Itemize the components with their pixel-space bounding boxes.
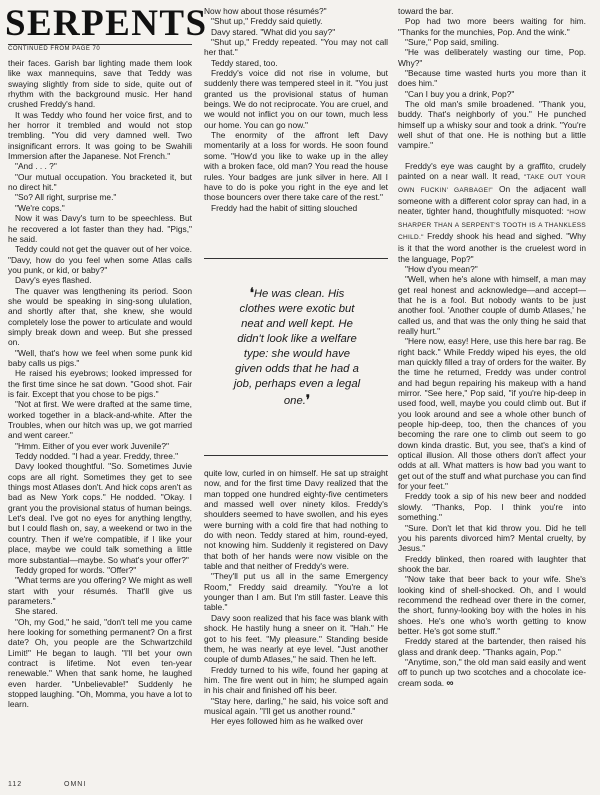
paragraph: "Oh, my God," he said, "don't tell me you came here looking for something permanent? On a first date? Oh, you people are the Schwartzchild Limit!" He began to laugh. "I'll bet your own contract is lifetime. Not even ten-year renewable." When that sank home, he laughed even harder. "Unbelievable!" Suddenly he stopped laughing. "Oh, Momma, you have a lot to learn. xyxy=(8,616,192,710)
paragraph: "So? All right, surprise me." xyxy=(15,192,117,203)
paragraph: quite low, curled in on himself. He sat up straight now, and for the first time Davy realized that the man topped one hundred eighty-five centimeters and massed well over ninety kilos. Freddy's shoulders seemed to have swollen, and his eyes were burning with a cold fire that had nothing to do with neon. Teddy stared at him, round-eyed, not knowing him. Suddenly it registered on Davy that both of her hands were now visible on the table and that neither of Freddy's were. xyxy=(204,468,388,572)
paragraph: "Well, when he's alone with himself, a man may get real honest and acknowledge—and accept—that he is a fool. But nobody wants to be just another fool. 'Another couple of dumb Atlases,' he called us, and that was the only thing he said that really hurt." xyxy=(398,274,586,336)
article-title: SERPENTS xyxy=(5,3,208,44)
column-1 xyxy=(8,58,192,710)
paragraph: Teddy could not get the quaver out of her voice. "Davy, how do you feel when some Atlas calls you punk, or kid, or baby?" xyxy=(8,244,192,275)
paragraph: "Can I buy you a drink, Pop?" xyxy=(405,88,515,99)
paragraph: "Sure," Pop said, smiling. xyxy=(405,37,499,48)
paragraph: Freddy had the habit of sitting slouched xyxy=(211,202,358,213)
end-of-story-icon: ∞ xyxy=(446,677,454,689)
magazine-name: OMNI xyxy=(64,781,87,788)
paragraph: "Not at first. We were drafted at the same time, worked together in a black-and-white. After the Troubles, when our hitch was up, we got married and went career." xyxy=(8,399,192,441)
paragraph: Teddy stared, too. xyxy=(211,57,278,68)
paragraph: Now how about those résumés?" xyxy=(204,6,327,16)
pullquote-bottom-rule xyxy=(204,455,388,456)
paragraph: Freddy stared at the bartender, then raised his glass and drank deep. "Thanks again, Pop." xyxy=(398,636,586,657)
paragraph: Her eyes followed him as he walked over xyxy=(211,716,364,727)
close-quote-icon: ❜ xyxy=(305,392,311,407)
paragraph: "We're cops." xyxy=(15,202,65,213)
paragraph: "Here now, easy! Here, use this here bar rag. Be right back." While Freddy wiped his eyes, the old man quickly filled a tray of orders for the waiter. By the time he returned, Freddy was under control and had begun repairing his makeup with a hand mirror. "See here," Pop said, "if you're hip-deep in used food, well, maybe you could climb out. But if you look around and see a whole other bunch of people hip-deep, too, then the chances of you becoming the rare one to climb out seem to go down kinda drastic. But, you see, that's a kind of optical illusion. All those others don't affect your odds at all. What matters is how bad you want to get out of the stuff and what purchase you can find for your feet." xyxy=(398,336,586,492)
paragraph: "And . . . ?" xyxy=(15,161,57,172)
misquote-text: "HOW SHARPER THAN A SERPENT'S TOOTH IS A THANKLESS CHILD." xyxy=(398,209,586,241)
continued-from-label: CONTINUED FROM PAGE 70 xyxy=(8,46,101,52)
paragraph: Davy soon realized that his face was blank with shock. He hastily hung a sneer on it. "Hah." He got to his feet. "My pleasure." Standing beside them, he was nearly at eye level. "Just another couple of dumb Atlases," he said. Then he left. xyxy=(204,612,388,665)
pull-quote xyxy=(232,285,362,409)
paragraph: It was Teddy who found her voice first, and to her horror it trembled and would not stop trembling. "You did very damned well. Two insignificant errors. It was going to be Swahili Immersion after the Japanese. Not French." xyxy=(8,109,192,162)
paragraph: Freddy turned to his wife, found her gaping at him. The fire went out in him; he slumped again in his chair and finished off his beer. xyxy=(204,664,388,696)
graffito-text: "TAKE OUT YOUR OWN FUCKIN' GARBAGE!" xyxy=(398,174,586,194)
page-number: 112 xyxy=(8,781,23,788)
graffito-outro: Freddy shook his head and sighed. "Why is it that the word another is the cruelest word in the language, Pop?" xyxy=(398,230,586,264)
open-quote-icon: ❛ xyxy=(249,285,254,300)
paragraph: "Because time wasted hurts you more than it does him." xyxy=(398,68,586,89)
paragraph: "Stay here, darling," he said, his voice soft and musical again. "I'll get us another round." xyxy=(204,695,388,716)
paragraph: "Now take that beer back to your wife. She's looking kind of shell-shocked. Oh, and I would recommend the redhead over there in the corner, the short, funny-looking boy with the holes in his shoes. He's one who's worth getting to know better. He's got some stuff." xyxy=(398,574,586,636)
paragraph: "Our mutual occupation. You bracketed it, but no direct hit." xyxy=(8,171,192,193)
column-2-top xyxy=(204,6,388,213)
column-2-bottom xyxy=(204,468,388,727)
pull-quote-text: He was clean. His clothes were exotic but neat and well kept. He didn't look like a welfare type: she would have given odds that he had a job, perhaps even a legal one. xyxy=(233,288,361,407)
paragraph: "Sure. Don't let that kid throw you. Did he tell you his parents divorced him? Mental cruelty, by Jesus." xyxy=(398,522,586,554)
paragraph: "What terms are you offering? We might as well start with your résumés. That'll give us parameters." xyxy=(8,575,192,606)
paragraph: Davy stared. "What did you say?" xyxy=(211,26,336,37)
paragraph: The quaver was lengthening its period. Soon she would be speaking in sing-song ululation, and shortly after that, she knew, she would completely lose the power to articulate and would simply break down and weep. But she pressed on. xyxy=(8,285,192,348)
paragraph: "Well, that's how we feel when some punk kid baby calls us pigs." xyxy=(8,347,192,368)
pullquote-top-rule xyxy=(204,258,388,259)
graffito-intro: Freddy's eye was caught by a graffito, crudely painted on a near wall. It read, xyxy=(398,160,586,182)
column-3-part-a xyxy=(398,6,586,151)
paragraph: Teddy nodded. "I had a year. Freddy, three." xyxy=(15,451,179,462)
paragraph: He raised his eyebrows; looked impressed for the first time since he sat down. "Good shot. Fair is fair. Except that you chose to be pigs." xyxy=(8,368,192,399)
paragraph: Freddy's voice did not rise in volume, but suddenly there was tempered steel in it. "You just granted us the provisional status of human beings. We do not reciprocate. You are cruel, and we would not inflict you on our town, much less our home. You can go now." xyxy=(204,68,388,130)
paragraph: "Shut up," Freddy said quietly. xyxy=(211,16,323,27)
paragraph: "They'll put us all in the same Emergency Room," Freddy said dreamily. "You're a lot younger than I am. But I'm still faster. Leave this table." xyxy=(204,571,388,613)
paragraph: toward the bar. xyxy=(398,6,454,16)
paragraph: She stared. xyxy=(15,606,58,617)
paragraph: Davy looked thoughtful. "So. Sometimes Juvie cops are all right. Sometimes they get to see things most Atlases don't. And hick cops aren't as bad as New York cops." He nodded. "Okay. I grant you the provisional status of human beings. Let's deal. I've got no eyes for anything lengthy, but I could flash on, say, a weekend or two in the country. Then if we're compatible, if I like your place, maybe we could talk something a little more substantial—maybe. So what's your offer?" xyxy=(8,461,192,565)
paragraph: "Anytime, son," the old man said easily and went off to punch up two scotches and a chocolate ice-cream soda. ∞ xyxy=(398,656,586,689)
graffito-paragraph xyxy=(398,161,586,264)
title-rule xyxy=(8,44,192,45)
paragraph: Freddy blinked, then roared with laughter that shook the bar. xyxy=(398,553,586,574)
paragraph: their faces. Garish bar lighting made them look like wax mannequins, save that Teddy was swaying slightly from side to side, quite out of rhythm with the background music. Her hand crushed Freddy's hand. xyxy=(8,58,192,110)
paragraph: Davy's eyes flashed. xyxy=(15,275,92,286)
paragraph: "He was deliberately wasting our time, Pop. Why?" xyxy=(398,47,586,68)
paragraph: "How d'you mean?" xyxy=(405,263,478,274)
paragraph: Pop had two more beers waiting for him. "Thanks for the munchies, Pop. And the wink." xyxy=(398,16,586,37)
paragraph: Freddy took a sip of his new beer and nodded slowly. "Thanks, Pop. I think you're into something." xyxy=(398,491,586,523)
paragraph: "Shut up," Freddy repeated. "You may not call her that." xyxy=(204,37,388,58)
paragraph: Teddy groped for words. "Offer?" xyxy=(15,564,137,575)
column-3-part-c xyxy=(398,264,586,689)
paragraph: Now it was Davy's turn to be speechless. But he recovered a lot faster than they had. "Pigs," he said. xyxy=(8,213,192,244)
graffito-mid: On the adjacent wall someone with a different color spray can had, in a neater, tighter hand, thoughtfully misquoted: xyxy=(398,183,586,217)
column-3 xyxy=(398,6,586,689)
paragraph: "Hmm. Either of you ever work Juvenile?" xyxy=(15,440,169,451)
paragraph: The old man's smile broadened. "Thank you, buddy. That's neighborly of you." He punched himself up a whisky sour and took a drink. "You're well shut of that one. He is nothing but a little vampire." xyxy=(398,99,586,151)
paragraph: The enormity of the affront left Davy momentarily at a loss for words. He soon found some. "How'd you like to wake up in the alley with a broken face, old man? You read the house rules. Your badges are junk silver in here. All I have to do is poke you right in the eye and let those bouncers over there take care of the rest." xyxy=(204,130,388,203)
